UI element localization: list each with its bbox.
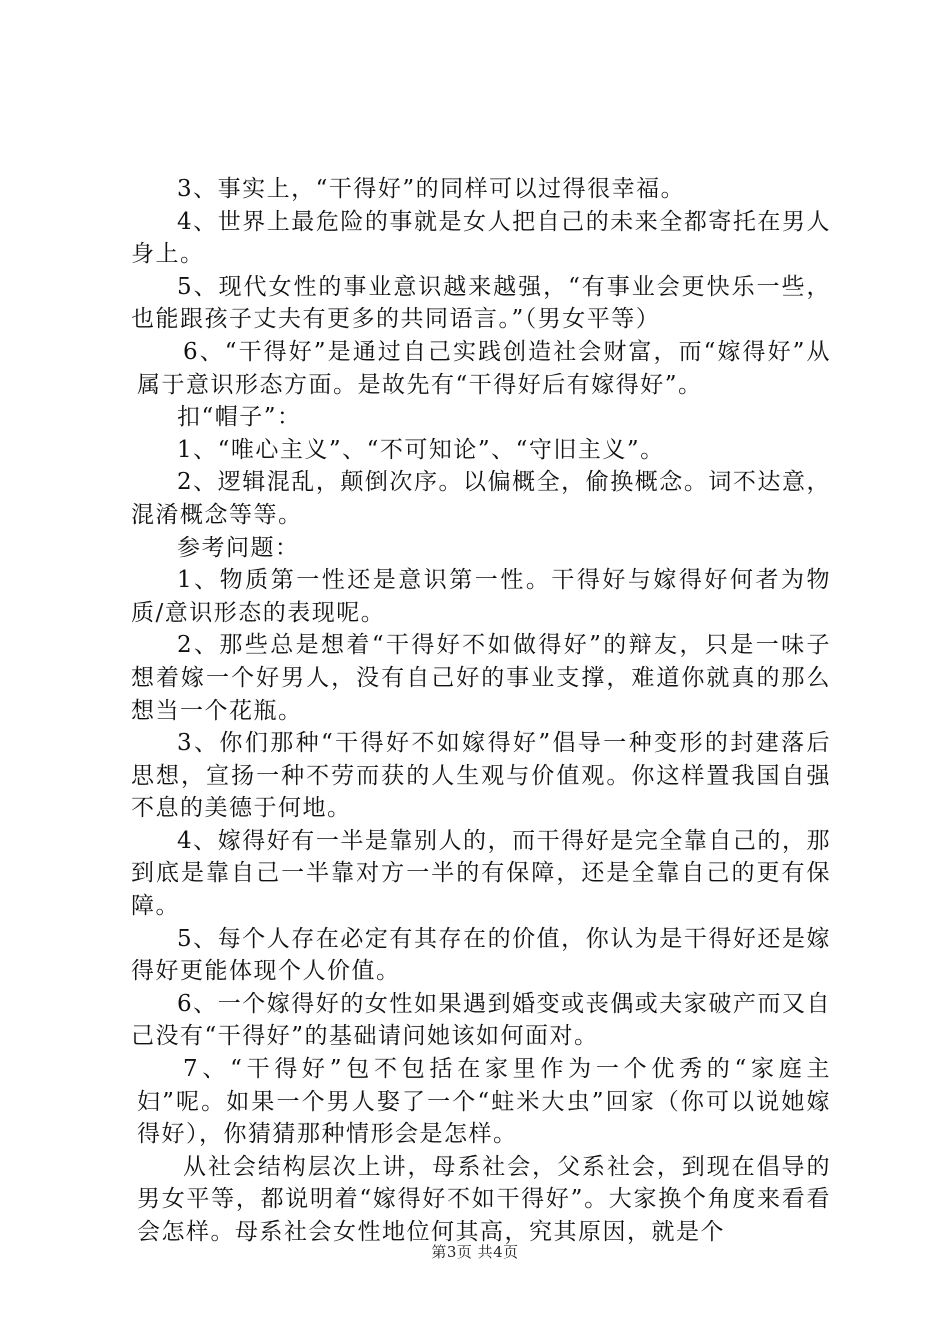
paragraph-6: 1、“唯心主义”、“不可知论”、“守旧主义”。 <box>177 436 665 463</box>
section-heading-questions: 参考问题： <box>177 534 300 561</box>
question-7: 7、“干得好”包不包括在家里作为一个优秀的“家庭主妇”呢。如果一个男人娶了一个“蛀米大虫”回家（你可以说她嫁得好），你猜猜那种情形会是怎样。 <box>137 1056 831 1148</box>
closing-paragraph: 从社会结构层次上讲，母系社会，父系社会，到现在倡导的男女平等，都说明着“嫁得好不如干得好”。大家换个角度来看看会怎样。母系社会女性地位何其高，究其原因，就是个 <box>137 1153 831 1245</box>
question-5: 5、每个人存在必定有其存在的价值，你认为是干得好还是嫁得好更能体现个人价值。 <box>131 925 831 985</box>
section-heading-labels: 扣“帽子”： <box>177 404 302 431</box>
paragraph-2: 4、世界上最危险的事就是女人把自己的未来全都寄托在男人身上。 <box>131 208 831 268</box>
question-6: 6、一个嫁得好的女性如果遇到婚变或丧偶或夫家破产而又自己没有“干得好”的基础请问她该如何面对。 <box>131 990 831 1050</box>
paragraph-3: 5、现代女性的事业意识越来越强，“有事业会更快乐一些，也能跟孩子丈夫有更多的共同语言。”（男女平等） <box>131 273 831 333</box>
question-4: 4、嫁得好有一半是靠别人的，而干得好是完全靠自己的，那到底是靠自己一半靠对方一半的有保障，还是全靠自己的更有保障。 <box>131 827 831 920</box>
question-1: 1、物质第一性还是意识第一性。干得好与嫁得好何者为物质/意识形态的表现呢。 <box>131 567 831 626</box>
question-2: 2、那些总是想着“干得好不如做得好”的辩友，只是一味子想着嫁一个好男人，没有自己好的事业支撑，难道你就真的那么想当一个花瓶。 <box>131 632 831 724</box>
paragraph-1: 3、事实上，“干得好”的同样可以过得很幸福。 <box>177 176 686 202</box>
paragraph-4: 6、“干得好”是通过自己实践创造社会财富，而“嫁得好”从属于意识形态方面。是故先有“干得好后有嫁得好”。 <box>137 338 831 398</box>
document-body <box>131 173 831 1249</box>
paragraph-7: 2、逻辑混乱，颠倒次序。以偏概全，偷换概念。词不达意，混淆概念等等。 <box>131 469 831 528</box>
question-3: 3、你们那种“干得好不如嫁得好”倡导一种变形的封建落后思想，宣扬一种不劳而获的人生观与价值观。你这样置我国自强不息的美德于何地。 <box>131 730 831 822</box>
page-footer: 第3页 共4页 <box>431 1243 519 1261</box>
